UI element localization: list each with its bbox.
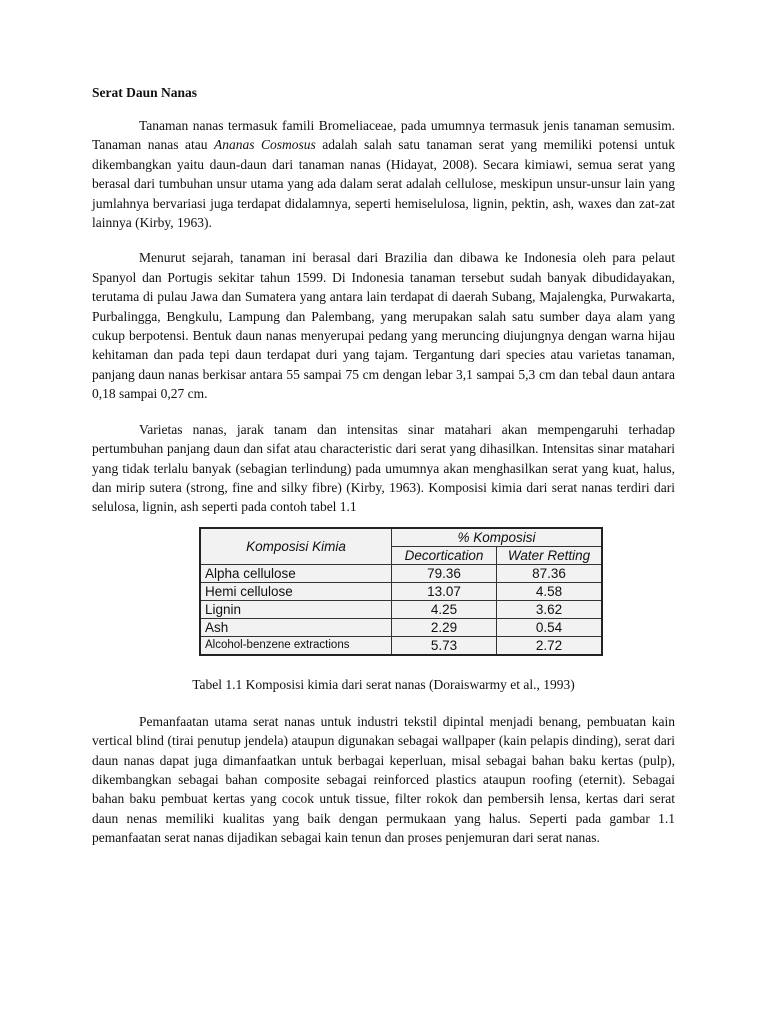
row-label: Lignin: [200, 600, 392, 618]
paragraph-1: [92, 116, 675, 232]
row-water-retting-value: 2.72: [497, 636, 603, 655]
table-row: [200, 600, 602, 618]
header-komposisi-kimia: Komposisi Kimia: [200, 528, 392, 565]
row-water-retting-value: 3.62: [497, 600, 603, 618]
document-content: [92, 84, 675, 848]
paragraph-1-text-a: Tanaman nanas termasuk famili Bromeliaceae, pada umumnya termasuk jenis tanaman semusim. Tanaman nanas atau: [92, 118, 675, 153]
table-row: [200, 636, 602, 655]
row-water-retting-value: 4.58: [497, 582, 603, 600]
paragraph-1-text-b: adalah salah satu tanaman serat yang memiliki potensi untuk dikembangkan yaitu daun-daun dari tanaman nanas (Hidayat, 2008). Secara kimiawi, semua serat yang berasal dari tumbuhan unsur utama yang ada dalam serat adalah cellulose, meskipun unsur-unsur lain yang jumlahnya bervariasi juga terdapat didalamnya, seperti hemiselulosa, lignin, pektin, ash, waxes dan zat-zat lainnya (Kirby, 1963).: [92, 137, 675, 231]
table-row: [200, 564, 602, 582]
row-label: Hemi cellulose: [200, 582, 392, 600]
table-row: [200, 582, 602, 600]
header-decortication: Decortication: [392, 546, 497, 564]
paragraph-4: Pemanfaatan utama serat nanas untuk industri tekstil dipintal menjadi benang, pembuatan kain vertical blind (tirai penutup jendela) ataupun digunakan sebagai wallpaper (kain pelapis dinding), serat dari daun nanas dapat juga dimanfaatkan untuk berbagai keperluan, misal sebagai bahan baku kertas (pulp), dikembangkan sebagai bahan composite sebagai reinforced plastics ataupun roofing (eternit). Sebagai bahan baku pembuat kertas yang cocok untuk tissue, filter rokok dan pembersih lensa, kertas dari serat daun nenas memiliki kualitas yang baik dengan permukaan yang halus. Seperti pada gambar 1.1 pemanfaatan serat nanas dijadikan sebagai kain tenun dan proses penjemuran dari serat nanas.: [92, 713, 675, 846]
header-water-retting: Water Retting: [497, 546, 603, 564]
row-label: Alpha cellulose: [200, 564, 392, 582]
table-row: [200, 618, 602, 636]
composition-table-wrap: [199, 527, 675, 656]
paragraph-2: Menurut sejarah, tanaman ini berasal dari Brazilia dan dibawa ke Indonesia oleh para pelaut Spanyol dan Portugis sekitar tahun 1599. Di Indonesia tanaman tersebut sudah banyak dibudidayakan, terutama di pulau Jawa dan Sumatera yang antara lain terdapat di daerah Subang, Majalengka, Purwakarta, Purbalingga, Bengkulu, Lampung dan Palembang, yang merupakan salah satu sumber daya alam yang cukup berpotensi. Bentuk daun nanas menyerupai pedang yang meruncing diujungnya dengan warna hijau kehitaman dan pada tepi daun terdapat duri yang tajam. Tergantung dari species atau varietas tanaman, panjang daun nanas berkisar antara 55 sampai 75 cm dengan lebar 3,1 sampai 5,3 cm dan tebal daun antara 0,18 sampai 0,27 cm.: [92, 250, 675, 402]
row-decortication-value: 5.73: [392, 636, 497, 655]
paragraph-1-italic-species: Ananas Cosmosus: [214, 137, 316, 153]
header-percent-komposisi: % Komposisi: [392, 528, 603, 547]
row-decortication-value: 2.29: [392, 618, 497, 636]
paragraph-3: Varietas nanas, jarak tanam dan intensitas sinar matahari akan mempengaruhi terhadap pertumbuhan panjang daun dan sifat atau characteristic dari serat yang dihasilkan. Intensitas sinar matahari yang tidak terlalu banyak (sebagian terlindung) pada umumnya akan menghasilkan serat yang kuat, halus, dan mirip sutera (strong, fine and silky fibre) (Kirby, 1963). Komposisi kimia dari serat nanas terdiri dari selulosa, lignin, ash seperti pada contoh tabel 1.1: [92, 421, 675, 515]
row-label: Alcohol-benzene extractions: [200, 636, 392, 655]
row-decortication-value: 4.25: [392, 600, 497, 618]
composition-table: [199, 527, 603, 656]
section-title: Serat Daun Nanas: [92, 85, 198, 100]
table-caption: Tabel 1.1 Komposisi kimia dari serat nanas (Doraiswarmy et al., 1993): [192, 676, 575, 692]
row-label: Ash: [200, 618, 392, 636]
row-decortication-value: 79.36: [392, 564, 497, 582]
row-water-retting-value: 87.36: [497, 564, 603, 582]
row-water-retting-value: 0.54: [497, 618, 603, 636]
row-decortication-value: 13.07: [392, 582, 497, 600]
